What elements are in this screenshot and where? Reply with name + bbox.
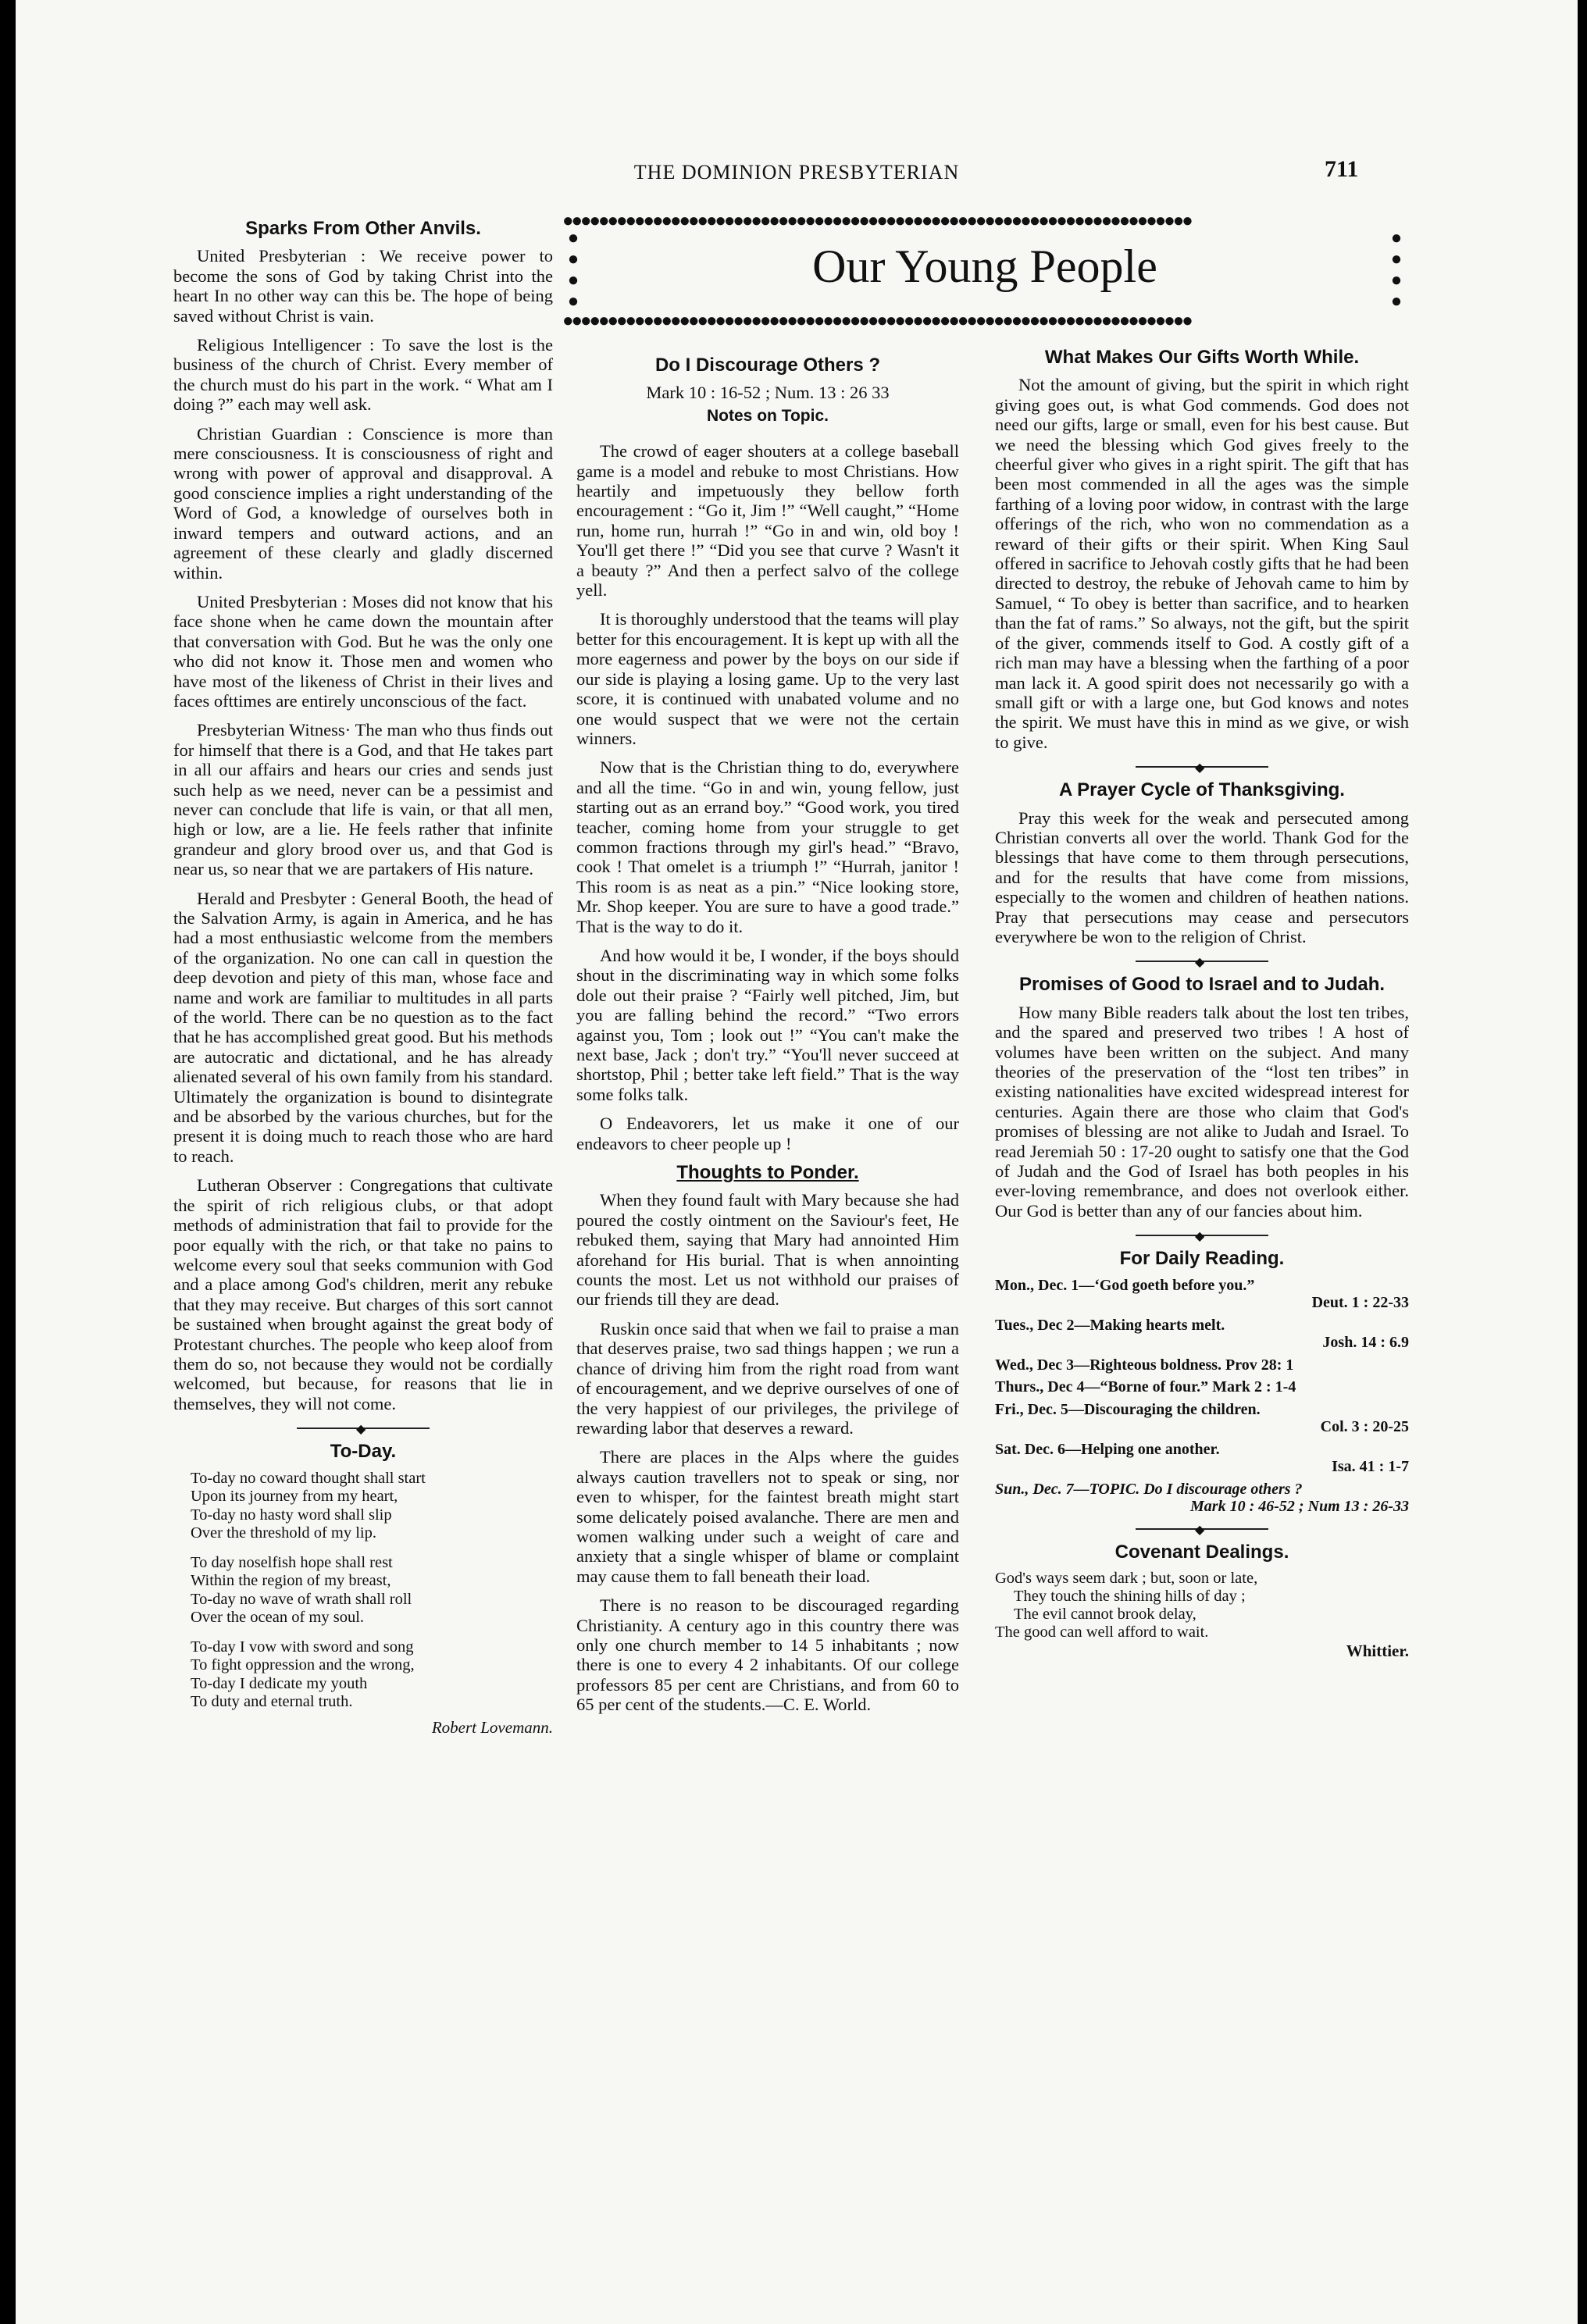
newspaper-page <box>16 0 1578 2324</box>
heading-prayer-cycle: A Prayer Cycle of Thanksgiving. <box>1059 779 1345 801</box>
reading-line: Mon., Dec. 1—‘God goeth before you.” <box>995 1276 1255 1294</box>
poem-line: They touch the shining hills of day ; <box>1014 1588 1246 1606</box>
column-left <box>173 219 553 1738</box>
reading-reference: Deut. 1 : 22-33 <box>1311 1294 1409 1312</box>
heading-promises: Promises of Good to Israel and to Judah. <box>1018 974 1386 996</box>
paragraph: Ruskin once said that when we fail to praise a man that deserves praise, two sad things happen ; we run a chance of driving him from the right road from want of encouragement, and we deprive ourselves of one of the very happiest of our privileges, the privilege of rewarding labor that deserves a reward. <box>576 1318 959 1438</box>
poem-line: To fight oppression and the wrong, <box>191 1656 415 1674</box>
poem-line: God's ways seem dark ; but, soon or late, <box>995 1570 1258 1588</box>
poem-line: To-day I dedicate my youth <box>191 1674 368 1692</box>
divider-rule <box>1136 761 1268 772</box>
heading-gifts: What Makes Our Gifts Worth While. <box>1044 347 1360 368</box>
poem-line: To-day no wave of wrath shall roll <box>191 1590 412 1608</box>
poem-line: The evil cannot brook delay, <box>1014 1606 1196 1624</box>
reading-reference: Mark 10 : 46-52 ; Num 13 : 26-33 <box>1190 1498 1409 1516</box>
poem-stanza <box>173 1470 553 1543</box>
reading-entry <box>995 1441 1409 1476</box>
covenant-author: Whittier. <box>1346 1641 1409 1661</box>
divider-rule <box>1136 1230 1268 1241</box>
paragraph: When they found fault with Mary because she had poured the costly ointment on the Saviour's feet, He rebuked them, saying that Mary had annointed Him aforehand for His burial. That is when annointing counts the most. Let us not withhold our praises of our friends till they are dead. <box>576 1190 959 1310</box>
paragraph: How many Bible readers talk about the lost ten tribes, and the spared and preserved two tribes ! A host of volumes have been written on the subject. And many theories of the preservation of the “lost ten tribes” in existing nationalities have excited widespread interest for centuries. Again there are those who claim that God's promises of blessing are not alike to Judah and Israel. To read Jeremiah 50 : 17-20 ought to satisfy one that the God of Judah and the God of Israel has both peoples in his ever-loving remembrance, and does not overlook either. Our God is better than any of our fancies about him. <box>995 1002 1409 1221</box>
reading-reference: Col. 3 : 20-25 <box>1320 1418 1409 1436</box>
paragraph: Pray this week for the weak and persecuted among Christian converts all over the world. Thank God for the blessings that have come to them through persecutions, and for the results that have come from missions, especially to the women and children of heathen nations. Pray that persecutions may cease and persecutors everywhere be won to the religion of Christ. <box>995 807 1409 946</box>
heading-discourage: Do I Discourage Others ? <box>654 355 881 376</box>
divider-rule <box>1136 1524 1268 1534</box>
page-number: 711 <box>1325 156 1359 182</box>
poem-line: Upon its journey from my heart, <box>191 1488 398 1506</box>
column-middle <box>576 355 959 1724</box>
paragraph: O Endeavorers, let us make it one of our endeavors to cheer people up ! <box>576 1114 959 1153</box>
poem-line: The good can well afford to wait. <box>995 1624 1209 1641</box>
poem-stanza <box>173 1554 553 1627</box>
banner-border-left: ● ● ● ● <box>567 228 580 312</box>
paragraph: The crowd of eager shouters at a college baseball game is a model and rebuke to most Christians. How heartily and impetuously they bellow forth encouragement : “Go it, Jim !” “Well caught,” “Home run, home run, hurrah !” “Go in and win, old boy ! You'll get there !” “Did you see that curve ? Wasn't it a beauty ?” And then a perfect salvo of the college yell. <box>576 441 959 601</box>
scripture-reference: Mark 10 : 16-52 ; Num. 13 : 26 33 <box>646 383 890 403</box>
poem-line: Within the region of my breast, <box>191 1572 391 1590</box>
column-right <box>995 348 1409 1661</box>
reading-entry <box>995 1481 1409 1516</box>
paragraph: Religious Intelligencer : To save the lost is the business of the church of Christ. Every member of the church must do his part in the work. “ What am I doing ?” each may well ask. <box>173 335 553 415</box>
notes-subheading: Notes on Topic. <box>707 406 829 425</box>
reading-line: Sun., Dec. 7—TOPIC. Do I discourage others ? <box>995 1480 1303 1498</box>
heading-thoughts: Thoughts to Ponder. <box>676 1162 859 1184</box>
reading-line: Sat. Dec. 6—Helping one another. <box>995 1440 1220 1458</box>
covenant-poem <box>995 1570 1409 1641</box>
poem-line: To day noselfish hope shall rest <box>191 1553 393 1571</box>
banner-border-bottom: ●●●●●●●●●●●●●●●●●●●●●●●●●●●●●●●●●●●●●●●●●●●●●●●●●●●●●●●●●●●●●●●●●●●●●● <box>562 311 1191 331</box>
paragraph: Herald and Presbyter : General Booth, the head of the Salvation Army, is again in America, and he has had a most enthusiastic welcome from the members of the organization. No one can call in question the deep devotion and piety of this man, whose face and name and work are familiar to multitudes in all parts of the world. There can be no question as to the fact that he has accomplished great good. But his methods are autocratic and dictational, and he has already alienated several of his own family from his standard. Ultimately the organization is bound to disintegrate and be absorbed by the various churches, but for the present it is doing much to reach those who are hard to reach. <box>173 888 553 1166</box>
paragraph: There is no reason to be discouraged regarding Christianity. A century ago in this country there was only one church member to 14 5 inhabitants ; now there is one to every 4 2 inhabitants. Of our college professors 85 per cent are Christians, and from 60 to 65 per cent of the students.—C. E. World. <box>576 1595 959 1715</box>
paragraph: Presbyterian Witness· The man who thus finds out for himself that there is a God, and that He takes part in all our affairs and hears our cries and sends just such help as we need, never can be a pessimist and never can conclude that life is vain, or that all men, high or low, are a lie. He feels rather that infinite grandeur and glory brood over us, and that God is near us, so near that we are partakers of His nature. <box>173 720 553 879</box>
banner-border-right: ● ● ● ● <box>1390 228 1403 312</box>
poem-author: Robert Lovemann. <box>431 1717 553 1737</box>
reading-line: Fri., Dec. 5—Discouraging the children. <box>995 1400 1261 1418</box>
paragraph: Christian Guardian : Conscience is more than mere consciousness. It is consciousness of right and wrong with power of approval and disapproval. A good conscience implies a right understanding of the Word of God, a knowledge of ourselves both in inward tempers and outward actions, and an agreement of these clearly and gladly discerned within. <box>173 423 553 583</box>
poem-stanza <box>173 1638 553 1712</box>
paragraph: United Presbyterian : We receive power to become the sons of God by taking Christ into the heart In no other way can this be. The hope of being saved without Christ is vain. <box>173 246 553 326</box>
reading-entry <box>995 1277 1409 1312</box>
reading-reference: Isa. 41 : 1-7 <box>1332 1458 1409 1476</box>
heading-covenant: Covenant Dealings. <box>1114 1541 1289 1563</box>
reading-entry <box>995 1356 1409 1374</box>
paragraph: Now that is the Christian thing to do, everywhere and all the time. “Go in and win, young fellow, just starting out as an errand boy.” “Good work, you tired teacher, coming home from your struggle to get common fractions through my girl's head.” “Bravo, cook ! That omelet is a triumph !” “Hurrah, janitor ! This room is as neat as a pin.” “Nice looking store, Mr. Shop keeper. You are sure to have a good trade.” That is the way to do it. <box>576 757 959 936</box>
banner-title: Our Young People <box>812 241 1157 292</box>
reading-entry <box>995 1317 1409 1352</box>
reading-entry <box>995 1401 1409 1436</box>
heading-sparks: Sparks From Other Anvils. <box>245 218 481 239</box>
reading-reference: Josh. 14 : 6.9 <box>1322 1334 1409 1352</box>
divider-rule <box>297 1423 430 1434</box>
heading-daily-reading: For Daily Reading. <box>1119 1248 1285 1270</box>
paragraph: Lutheran Observer : Congregations that cultivate the spirit of rich religious clubs, or that adopt methods of administration that fail to provide for the poor equally with the rich, or that take no pains to welcome every soul that seeks communion with God and a place among God's children, merit any rebuke that they may receive. But charges of this sort cannot be sustained when brought against the great body of Protestant churches. The people who keep aloof from them do so, not because they would not be cordially welcomed, but because, for reasons that lie in themselves, they will not come. <box>173 1175 553 1413</box>
paragraph: There are places in the Alps where the guides always caution travellers not to speak or sing, nor even to whisper, for the faintest breath might start some delicately poised avalanche. There are men and women walking under such a weight of care and anxiety that a single whisper of blame or complaint may cause them to fall beneath their load. <box>576 1447 959 1586</box>
paragraph: It is thoroughly understood that the teams will play better for this encouragement. It is kept up with all the more eagerness and power by the boys on our side if our side is playing a losing game. Up to the very last score, it is continued with unabated volume and no one would suspect that we were not the certain winners. <box>576 609 959 748</box>
reading-line: Thurs., Dec 4—“Borne of four.” Mark 2 : 1-4 <box>995 1378 1296 1396</box>
poem-line: To duty and eternal truth. <box>191 1693 353 1711</box>
poem-line: To-day no coward thought shall start <box>191 1469 426 1487</box>
paragraph: Not the amount of giving, but the spirit in which right giving goes out, is what God commends. God does not need our gifts, large or small, even for his best cause. But we need the blessing which God gives freely to the cheerful giver who gives in a right spirit. The gift that has been most commended in all the ages was the simple farthing of a loving poor widow, in contrast with the large offerings of the rich, who won no commendation as a reward of their gifts or their spirit. When King Saul offered in sacrifice to Jehovah costly gifts that he had been directed to destroy, the rebuke of Jehovah came to him by Samuel, “ To obey is better than sacrifice, and to hearken than the fat of rams.” So always, not the gift, but the spirit of the giver, commends itself to God. A costly gift of a rich man may have a blessing when the farthing of a poor man lack it. A good spirit does not necessarily go with a small gift or with a large one, but God knows and notes the spirit. We must have this in mind as we give, or wish to give. <box>995 375 1409 752</box>
poem-line: To-day I vow with sword and song <box>191 1638 414 1656</box>
running-header: THE DOMINION PRESBYTERIAN <box>633 161 960 184</box>
paragraph: United Presbyterian : Moses did not know that his face shone when he came down the mountain after that conversation with God. But he was the only one who did not know it. Those men and women who have most of the likeness of Christ in their lives and faces ofttimes are entirely unconscious of the fact. <box>173 591 553 711</box>
reading-entry <box>995 1378 1409 1396</box>
poem-line: Over the threshold of my lip. <box>191 1524 376 1542</box>
reading-line: Tues., Dec 2—Making hearts melt. <box>995 1316 1225 1334</box>
reading-line: Wed., Dec 3—Righteous boldness. Prov 28: 1 <box>995 1356 1294 1374</box>
poem-line: To-day no hasty word shall slip <box>191 1506 392 1524</box>
poem-line: Over the ocean of my soul. <box>191 1609 365 1627</box>
banner-border-top: ●●●●●●●●●●●●●●●●●●●●●●●●●●●●●●●●●●●●●●●●●●●●●●●●●●●●●●●●●●●●●●●●●●●●●● <box>562 211 1191 231</box>
section-banner <box>562 209 1407 334</box>
heading-today-poem: To-Day. <box>330 1441 397 1463</box>
paragraph: And how would it be, I wonder, if the boys should shout in the discriminating way in which some folks dole out their praise ? “Fairly well pitched, Jim, but you are falling behind the record.” “Two errors against you, Tom ; look out !” “You can't make the next base, Jack ; don't try.” “You'll never succeed at shortstop, Phil ; better take left field.” That is the way some folks talk. <box>576 945 959 1104</box>
divider-rule <box>1136 956 1268 967</box>
